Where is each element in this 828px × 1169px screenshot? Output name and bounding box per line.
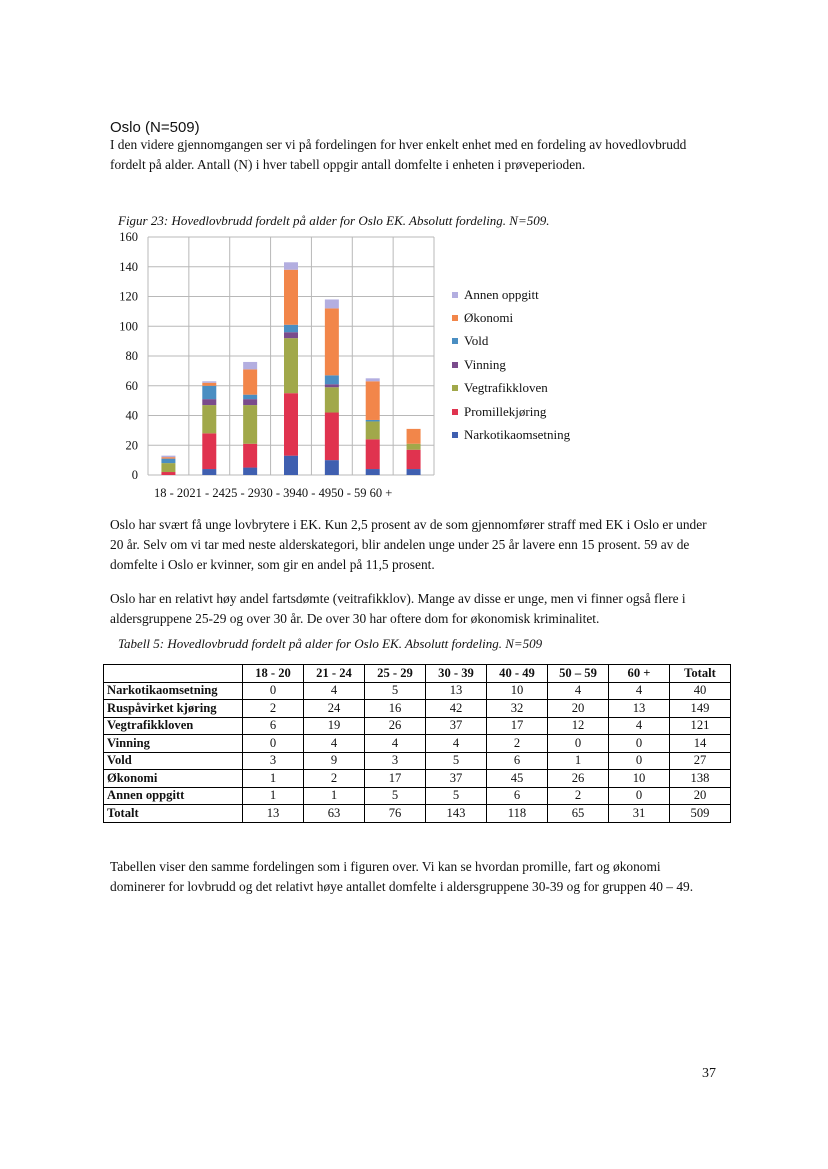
bar-segment [325, 375, 339, 384]
table-cell: 6 [487, 752, 548, 770]
table-cell: 4 [304, 682, 365, 700]
table-cell: 32 [487, 700, 548, 718]
table-cell: 13 [426, 682, 487, 700]
table-cell: 37 [426, 770, 487, 788]
legend-item-vold [452, 330, 570, 353]
legend-swatch [452, 385, 458, 391]
table-cell: 45 [487, 770, 548, 788]
table-cell: 1 [243, 770, 304, 788]
table-row [104, 700, 731, 718]
column-header: 18 - 20 [243, 665, 304, 683]
bar-segment [284, 456, 298, 475]
intro-paragraph: I den videre gjennomgangen ser vi på fordelingen for hver enkelt enhet med en fordeling av hovedlovbrudd fordelt på alder. Antall (N) i hver tabell oppgir antall domfelte i enheten i prøveperioden. [110, 137, 687, 172]
table-cell: 17 [365, 770, 426, 788]
legend-swatch [452, 409, 458, 415]
legend-swatch [452, 315, 458, 321]
table-row [104, 735, 731, 753]
bar-segment [243, 369, 257, 394]
table-cell: 26 [548, 770, 609, 788]
row-total-cell: 14 [670, 735, 731, 753]
table-cell: 26 [365, 717, 426, 735]
table-cell: 37 [426, 717, 487, 735]
bar-segment [366, 420, 380, 421]
bar-segment [202, 433, 216, 469]
y-tick-label: 120 [119, 289, 138, 304]
legend-label: Annen oppgitt [464, 286, 539, 302]
table-cell: 2 [548, 787, 609, 805]
row-total-cell: 40 [670, 682, 731, 700]
bar-segment [284, 270, 298, 325]
row-label: Vinning [104, 735, 243, 753]
bar-segment [407, 469, 421, 475]
table-caption: Tabell 5: Hovedlovbrudd fordelt på alder for Oslo EK. Absolutt fordeling. N=509 [118, 636, 543, 651]
bar-segment [161, 457, 175, 458]
table-cell: 65 [548, 805, 609, 823]
bar-segment [325, 308, 339, 375]
table-cell: 4 [426, 735, 487, 753]
y-tick-label: 20 [125, 438, 138, 453]
table-header-row [104, 665, 731, 683]
bar-segment [161, 459, 175, 463]
table-cell: 17 [487, 717, 548, 735]
row-total-cell: 138 [670, 770, 731, 788]
row-label: Økonomi [104, 770, 243, 788]
row-label: Ruspåvirket kjøring [104, 700, 243, 718]
table-cell: 19 [304, 717, 365, 735]
bar-segment [407, 450, 421, 469]
table-cell: 0 [609, 752, 670, 770]
legend-item-annen [452, 283, 570, 306]
legend-item-vegtrafikk [452, 377, 570, 400]
column-header: 50 – 59 [548, 665, 609, 683]
table-cell: 4 [609, 682, 670, 700]
row-label: Narkotikaomsetning [104, 682, 243, 700]
row-total-cell: 121 [670, 717, 731, 735]
paragraph-young-offenders: Oslo har svært få unge lovbrytere i EK. Kun 2,5 prosent av de som gjennomfører straff med EK i Oslo er under 20 år. Selv om vi tar med neste alderskategori, blir andelen unge under 25 år lavere enn 15 prosent. 59 av de domfelte i Oslo er kvinner, som gir en andel på 11,5 prosent. [110, 517, 707, 572]
bar-segment [284, 262, 298, 269]
bar-segment [325, 413, 339, 461]
table-cell: 0 [609, 735, 670, 753]
row-label: Vold [104, 752, 243, 770]
table-cell: 9 [304, 752, 365, 770]
legend-swatch [452, 432, 458, 438]
bar-segment [366, 378, 380, 381]
bar-segment [202, 381, 216, 382]
table-cell: 0 [243, 735, 304, 753]
table-cell: 1 [304, 787, 365, 805]
bar-segment [243, 405, 257, 444]
column-header: 25 - 29 [365, 665, 426, 683]
table-cell: 31 [609, 805, 670, 823]
x-tick-labels: 18 - 2021 - 2425 - 2930 - 3940 - 4950 - 59 60 + [154, 486, 393, 500]
table-row [104, 787, 731, 805]
column-header: 60 + [609, 665, 670, 683]
table-cell: 4 [304, 735, 365, 753]
table-cell: 0 [548, 735, 609, 753]
bar-segment [366, 421, 380, 439]
bar-segment [161, 463, 175, 472]
table-cell: 1 [548, 752, 609, 770]
bar-segment [284, 332, 298, 338]
table-cell: 6 [487, 787, 548, 805]
legend-label: Økonomi [464, 310, 514, 326]
table-row [104, 805, 731, 823]
table-cell: 1 [243, 787, 304, 805]
bar-segment [407, 429, 421, 444]
table-cell: 3 [365, 752, 426, 770]
bar-segment [243, 468, 257, 475]
y-tick-label: 140 [119, 259, 138, 274]
table-cell: 2 [243, 700, 304, 718]
bar-segment [366, 439, 380, 469]
table-cell: 20 [548, 700, 609, 718]
table-cell: 10 [609, 770, 670, 788]
bar-segment [325, 299, 339, 308]
table-cell: 2 [304, 770, 365, 788]
table-cell: 5 [426, 752, 487, 770]
table-cell: 5 [426, 787, 487, 805]
y-tick-label: 100 [119, 319, 138, 334]
stacked-bar-chart [110, 225, 450, 505]
table-row [104, 752, 731, 770]
bar-segment [325, 460, 339, 475]
table-row [104, 717, 731, 735]
table-cell: 5 [365, 682, 426, 700]
table-cell: 4 [365, 735, 426, 753]
figure-caption: Figur 23: Hovedlovbrudd fordelt på alder for Oslo EK. Absolutt fordeling. N=509. [118, 213, 550, 228]
table-cell: 13 [243, 805, 304, 823]
table-row [104, 682, 731, 700]
column-header: 40 - 49 [487, 665, 548, 683]
bar-segment [202, 399, 216, 405]
bar-segment [325, 387, 339, 412]
bar-segment [161, 472, 175, 475]
row-label: Totalt [104, 805, 243, 823]
legend-label: Narkotikaomsetning [464, 427, 571, 443]
table-cell: 4 [609, 717, 670, 735]
legend-label: Vinning [464, 356, 506, 372]
offence-age-table [103, 664, 731, 823]
legend-item-narkotika [452, 423, 570, 446]
row-total-cell: 27 [670, 752, 731, 770]
bar-segment [202, 405, 216, 433]
bar-segment [202, 386, 216, 399]
legend-item-vinning [452, 353, 570, 376]
y-tick-label: 160 [119, 230, 138, 244]
row-total-cell: 149 [670, 700, 731, 718]
column-header: 30 - 39 [426, 665, 487, 683]
row-label: Vegtrafikkloven [104, 717, 243, 735]
legend-label: Promillekjøring [464, 403, 547, 419]
paragraph-traffic: Oslo har en relativt høy andel fartsdømte (veitrafikklov). Mange av disse er unge, men vi finner også flere i aldersgruppene 25-29 og over 30 år. De over 30 har oftere dom for økonomisk kriminalitet. [110, 591, 686, 626]
legend-swatch [452, 292, 458, 298]
table-cell: 118 [487, 805, 548, 823]
table-cell: 2 [487, 735, 548, 753]
bar-segment [243, 444, 257, 468]
table-corner-cell [104, 665, 243, 683]
table-cell: 6 [243, 717, 304, 735]
table-cell: 42 [426, 700, 487, 718]
table-cell: 5 [365, 787, 426, 805]
column-header: 21 - 24 [304, 665, 365, 683]
legend-item-promille [452, 400, 570, 423]
table-cell: 63 [304, 805, 365, 823]
table-cell: 143 [426, 805, 487, 823]
table-cell: 13 [609, 700, 670, 718]
bar-segment [161, 456, 175, 457]
table-row [104, 770, 731, 788]
table-cell: 16 [365, 700, 426, 718]
y-tick-label: 60 [125, 378, 138, 393]
column-header-total: Totalt [670, 665, 731, 683]
row-total-cell: 20 [670, 787, 731, 805]
bar-segment [243, 395, 257, 399]
bar-segment [325, 384, 339, 387]
bar-segment [366, 469, 380, 475]
table-cell: 0 [609, 787, 670, 805]
section-heading: Oslo (N=509) [110, 119, 200, 136]
table-cell: 10 [487, 682, 548, 700]
bar-segment [243, 362, 257, 369]
page-number: 37 [702, 1066, 716, 1081]
table-cell: 0 [243, 682, 304, 700]
bar-segment [366, 381, 380, 420]
paragraph-summary: Tabellen viser den samme fordelingen som i figuren over. Vi kan se hvordan promille, fart og økonomi dominerer for lovbrudd og det relativt høye antallet domfelte i aldersgruppene 30-39 og for gruppen 40 – 49. [110, 859, 694, 894]
table-cell: 4 [548, 682, 609, 700]
legend-label: Vold [464, 333, 489, 349]
row-total-cell: 509 [670, 805, 731, 823]
bar-segment [284, 338, 298, 393]
y-tick-label: 40 [125, 408, 138, 423]
bar-segment [202, 469, 216, 475]
legend-swatch [452, 362, 458, 368]
legend-swatch [452, 338, 458, 344]
legend-item-okonomi [452, 306, 570, 329]
bar-segment [284, 393, 298, 455]
y-tick-label: 0 [131, 468, 138, 482]
row-label: Annen oppgitt [104, 787, 243, 805]
table-cell: 76 [365, 805, 426, 823]
bar-segment [407, 444, 421, 450]
y-tick-label: 80 [125, 349, 138, 363]
bar-segment [284, 325, 298, 332]
bar-segment [202, 383, 216, 386]
table-cell: 12 [548, 717, 609, 735]
legend-label: Vegtrafikkloven [464, 380, 548, 396]
chart-legend [452, 283, 570, 447]
bar-segment [243, 399, 257, 405]
table-cell: 24 [304, 700, 365, 718]
table-cell: 3 [243, 752, 304, 770]
